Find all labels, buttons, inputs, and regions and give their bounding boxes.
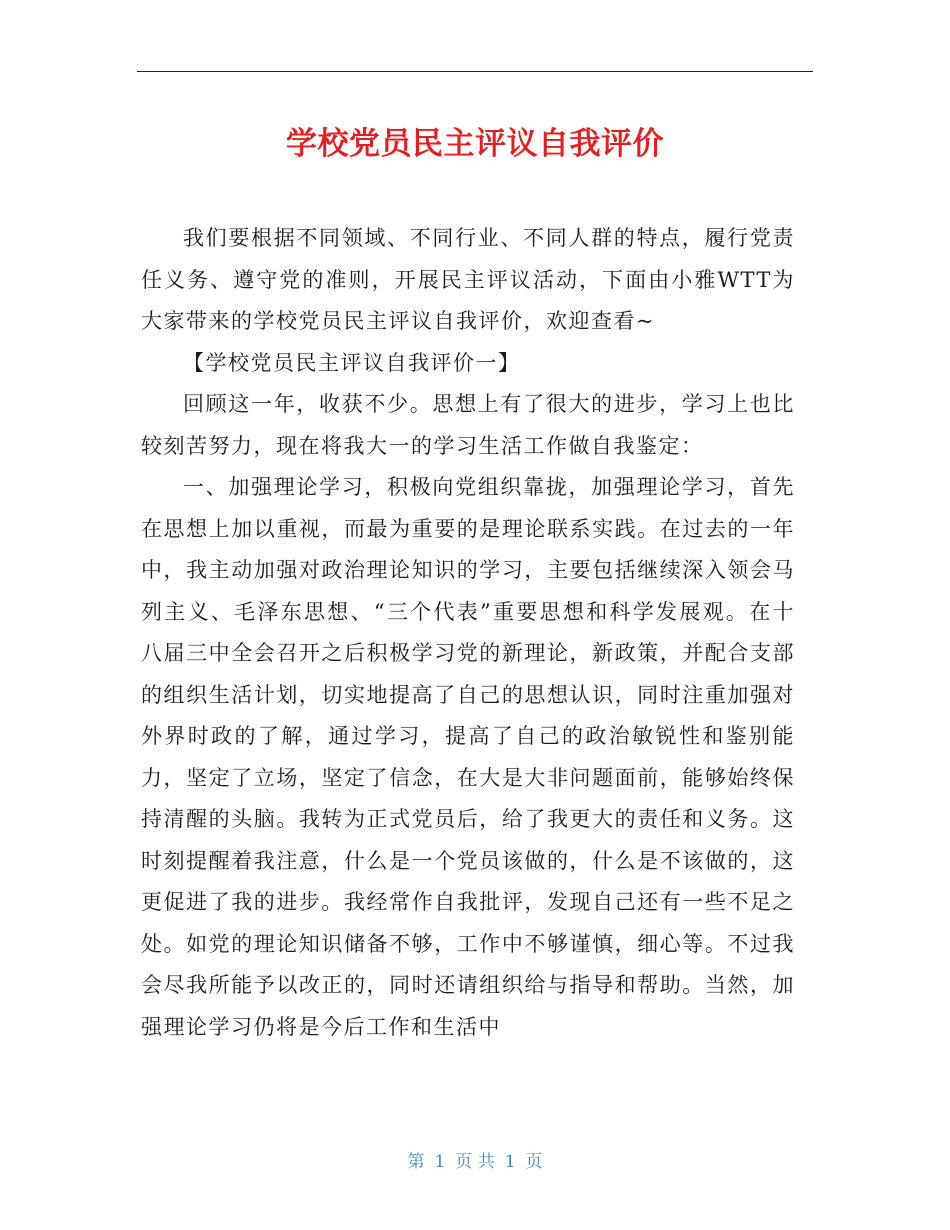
footer-suffix: 页 — [525, 1152, 543, 1172]
section-heading: 【学校党员民主评议自我评价一】 — [183, 350, 521, 375]
header-rule — [137, 71, 813, 72]
current-page-number: 1 — [434, 1152, 446, 1172]
body-paragraph: 一、加强理论学习，积极向党组织靠拢，加强理论学习，首先在思想上加以重视，而最为重要的是理论联系实践。在过去的一年中，我主动加强对政治理论知识的学习，主要包括继续深入领会马列主义、毛泽东思想、“三个代表”重要思想和科学发展观。在十八届三中全会召开之后积极学习党的新理论，新政策，并配合支部的组织生活计划，切实地提高了自己的思想认识，同时注重加强对外界时政的了解，通过学习，提高了自己的政治敏锐性和鉴别能力，坚定了立场，坚定了信念，在大是大非问题面前，能够始终保持清醒的头脑。我转为正式党员后，给了我更大的责任和义务。这时刻提醒着我注意，什么是一个党员该做的，什么是不该做的，这更促进了我的进步。我经常作自我批评，发现自己还有一些不足之处。如党的理论知识储备不够，工作中不够谨慎，细心等。不过我会尽我所能予以改正的，同时还请组织给与指导和帮助。当然，加强理论学习仍将是今后工作和生活中 — [141, 475, 795, 1039]
footer-middle: 页 共 — [455, 1152, 495, 1172]
footer-prefix: 第 — [407, 1152, 425, 1172]
document-body — [141, 218, 795, 1048]
document-title: 学校党员民主评议自我评价 — [286, 126, 664, 162]
body-paragraph: 回顾这一年，收获不少。思想上有了很大的进步，学习上也比较刻苦努力，现在将我大一的学习生活工作做自我鉴定： — [141, 392, 795, 458]
total-page-count: 1 — [504, 1152, 516, 1172]
intro-paragraph: 我们要根据不同领域、不同行业、不同人群的特点，履行党责任义务、遵守党的准则，开展民主评议活动，下面由小雅WTT为大家带来的学校党员民主评议自我评价，欢迎查看~ — [141, 226, 795, 333]
page-footer — [0, 1149, 950, 1175]
